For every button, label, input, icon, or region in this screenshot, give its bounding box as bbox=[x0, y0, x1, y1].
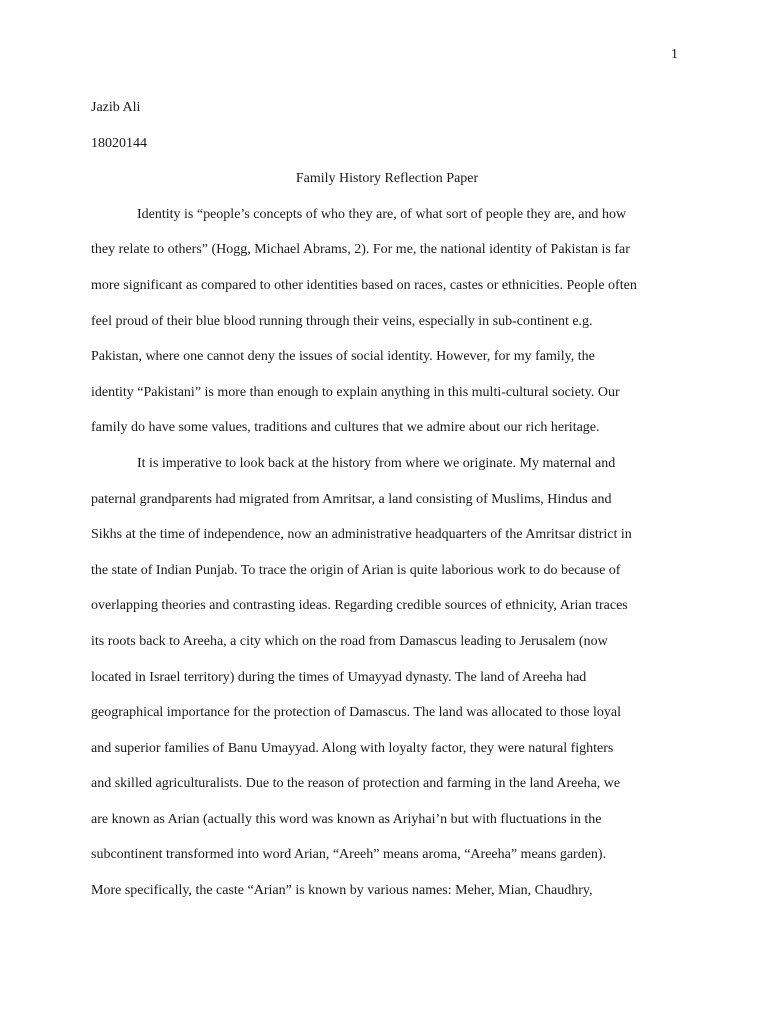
document-body bbox=[91, 90, 683, 909]
text-line: overlapping theories and contrasting ideas. Regarding credible sources of ethnicity, Arian traces bbox=[91, 598, 628, 614]
paragraph-2 bbox=[91, 446, 683, 909]
text-line: and skilled agriculturalists. Due to the reason of protection and farming in the land Areeha, we bbox=[91, 776, 621, 792]
text-line: more significant as compared to other identities based on races, castes or ethnicities. People often bbox=[91, 277, 637, 293]
text-line: More specifically, the caste “Arian” is known by various names: Meher, Mian, Chaudhry, bbox=[91, 883, 593, 899]
text-line: located in Israel territory) during the times of Umayyad dynasty. The land of Areeha had bbox=[91, 669, 587, 685]
text-line: they relate to others” (Hogg, Michael Abrams, 2). For me, the national identity of Pakistan is far bbox=[91, 242, 630, 258]
text-line: family do have some values, traditions and cultures that we admire about our rich heritage. bbox=[91, 420, 600, 436]
text-line: feel proud of their blue blood running through their veins, especially in sub-continent e.g. bbox=[91, 313, 593, 329]
text-line: and superior families of Banu Umayyad. Along with loyalty factor, they were natural fighters bbox=[91, 740, 614, 756]
text-line: its roots back to Areeha, a city which on the road from Damascus leading to Jerusalem (now bbox=[91, 633, 608, 649]
paragraph-1 bbox=[91, 197, 683, 446]
page-number: 1 bbox=[671, 47, 678, 62]
text-line: identity “Pakistani” is more than enough to explain anything in this multi-cultural society. Our bbox=[91, 384, 620, 400]
text-line: geographical importance for the protection of Damascus. The land was allocated to those loyal bbox=[91, 705, 622, 721]
paper-title: Family History Reflection Paper bbox=[295, 171, 479, 187]
text-line: It is imperative to look back at the history from where we originate. My maternal and bbox=[137, 455, 616, 471]
text-line: Sikhs at the time of independence, now an administrative headquarters of the Amritsar district in bbox=[91, 527, 632, 543]
text-line: paternal grandparents had migrated from Amritsar, a land consisting of Muslims, Hindus and bbox=[91, 491, 612, 507]
author-name: Jazib Ali bbox=[91, 100, 141, 115]
text-line: are known as Arian (actually this word was known as Ariyhai’n but with fluctuations in the bbox=[91, 811, 602, 827]
text-line: the state of Indian Punjab. To trace the origin of Arian is quite laborious work to do because of bbox=[91, 562, 621, 578]
student-id: 18020144 bbox=[91, 135, 147, 151]
text-line: subcontinent transformed into word Arian, “Areeh” means aroma, “Areeha” means garden). bbox=[91, 847, 607, 863]
text-line: Identity is “people’s concepts of who they are, of what sort of people they are, and how bbox=[137, 206, 627, 222]
text-line: Pakistan, where one cannot deny the issues of social identity. However, for my family, the bbox=[91, 349, 595, 365]
